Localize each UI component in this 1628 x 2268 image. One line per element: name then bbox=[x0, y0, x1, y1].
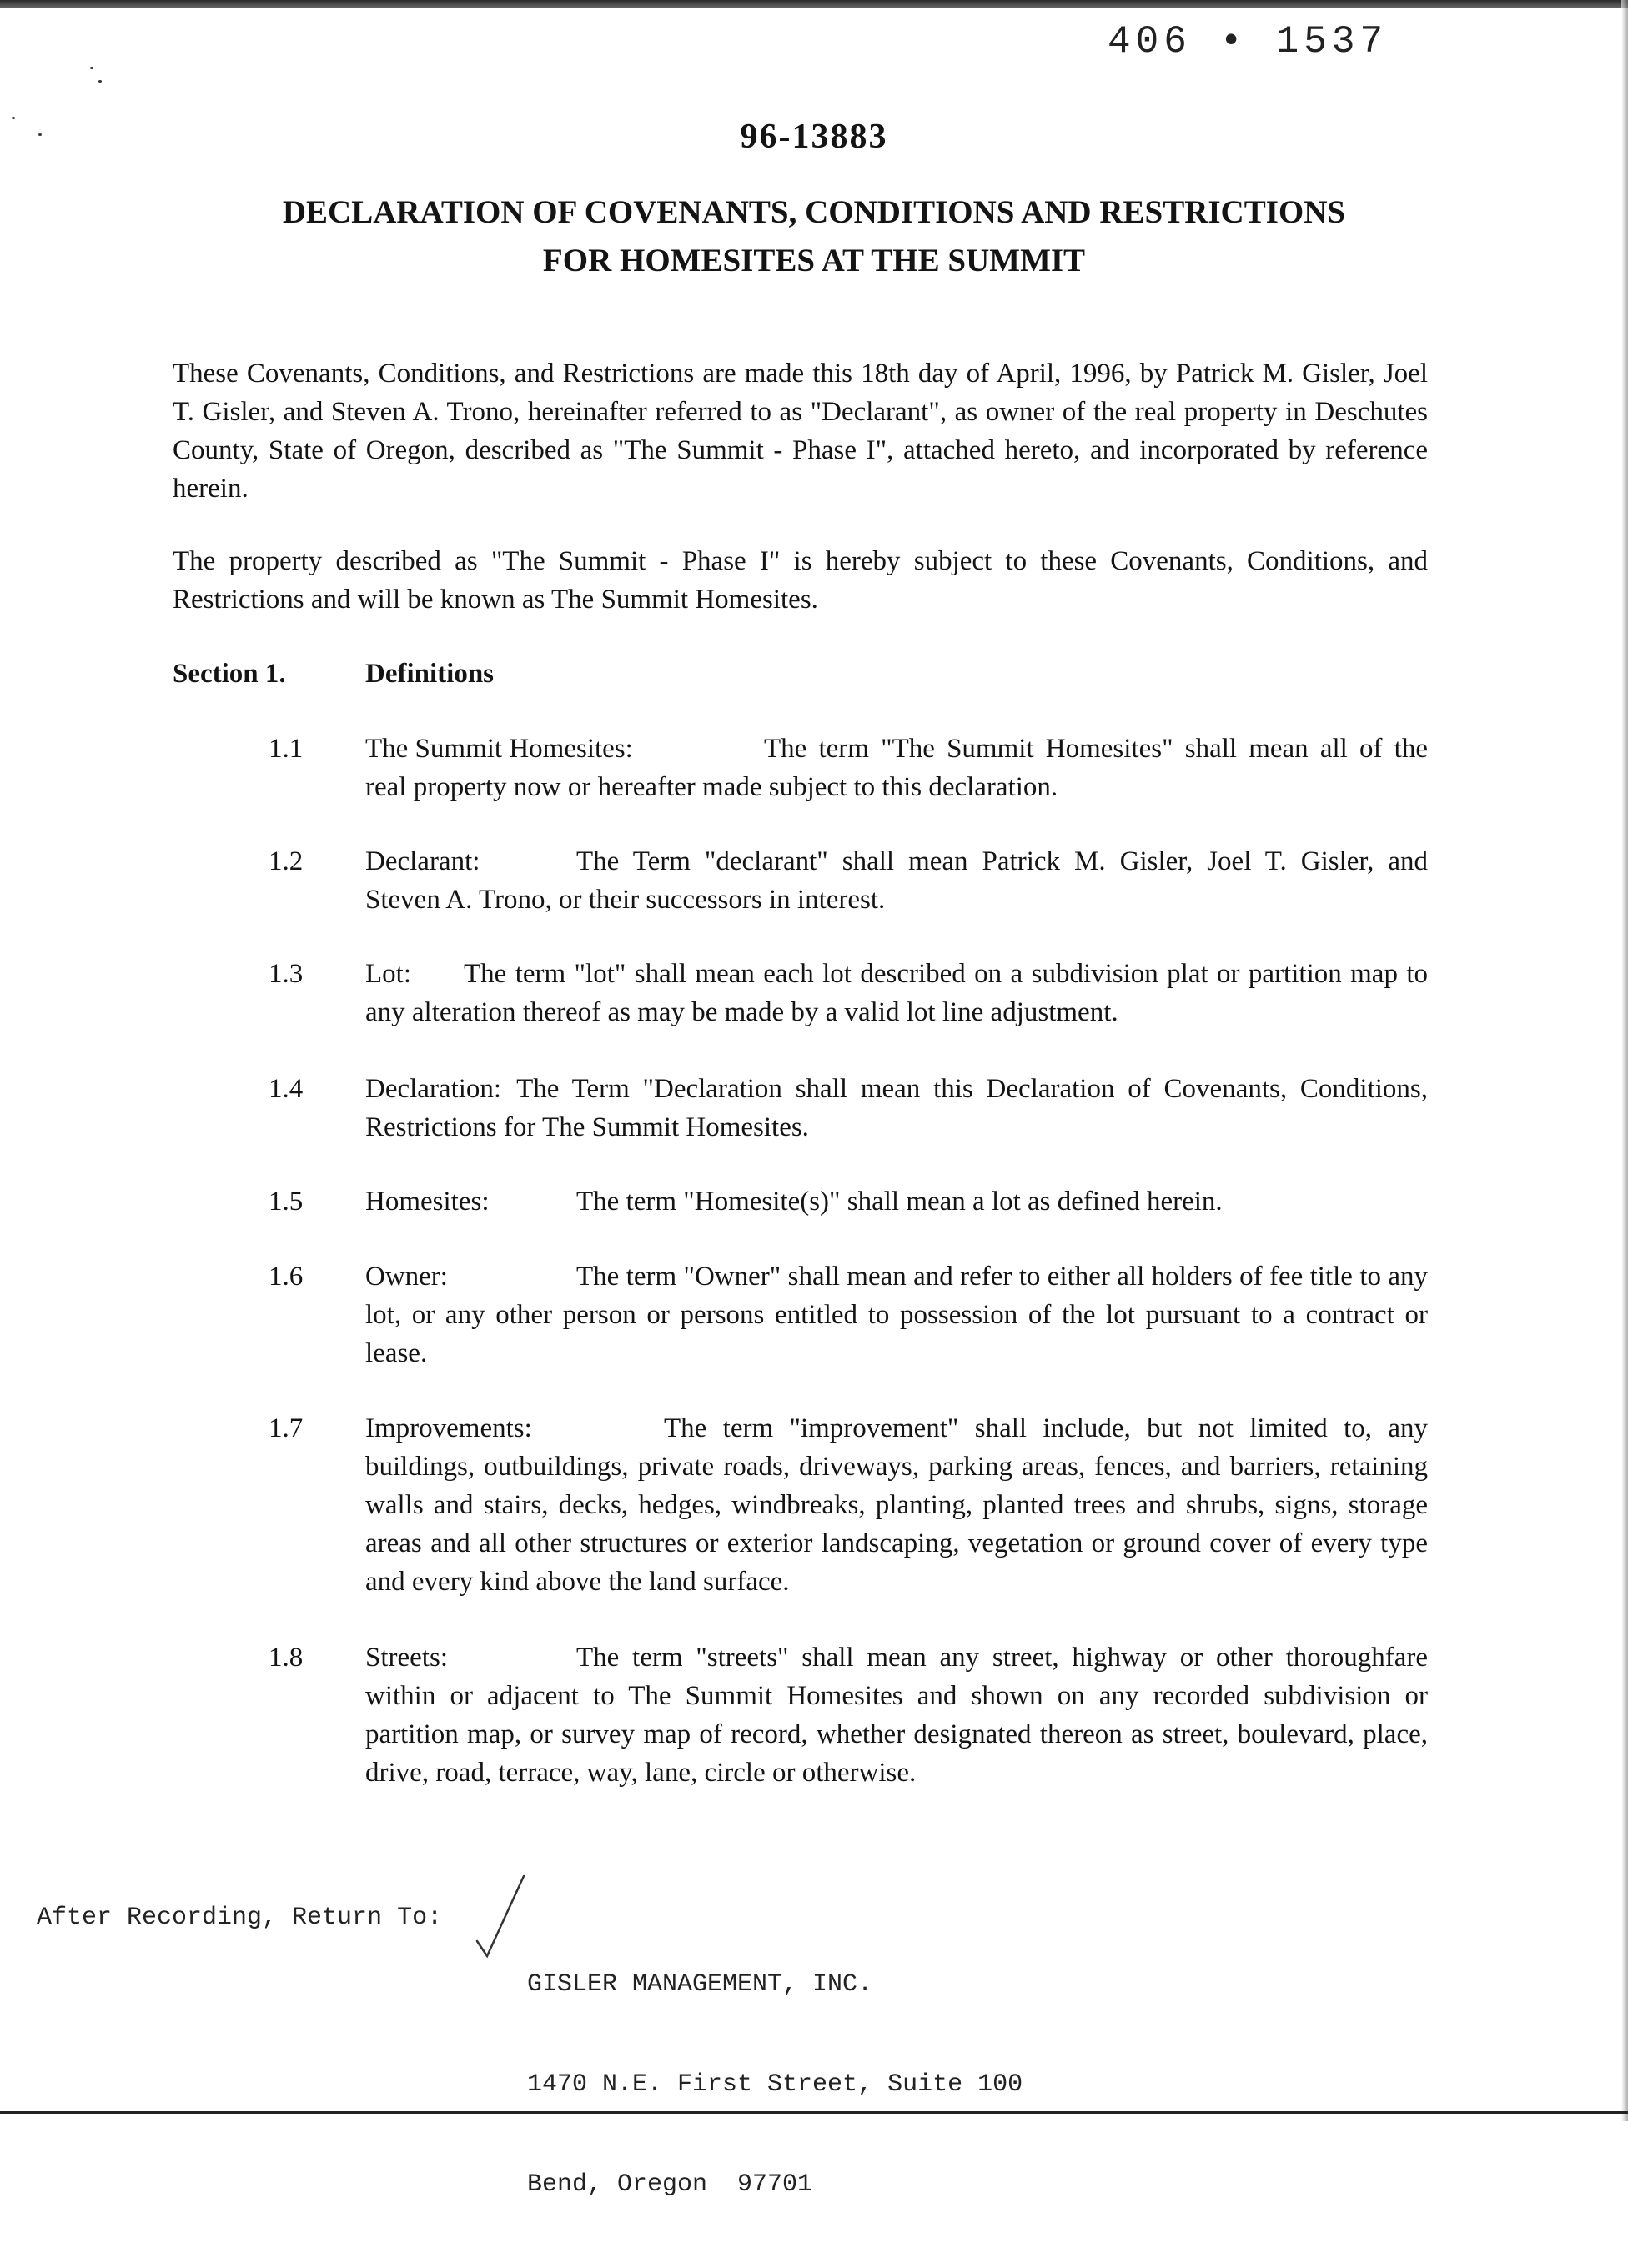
definition-term: Lot: bbox=[365, 959, 411, 989]
definition-term: Improvements: bbox=[365, 1413, 532, 1443]
definition-number: 1.8 bbox=[269, 1643, 304, 1673]
scan-speck bbox=[90, 67, 93, 69]
section-number: Section 1. bbox=[173, 659, 286, 689]
definition-text: The term "improvement" shall include, but not limited to, any buildings, outbuildings, private roads, driveways, parking areas, fences, and barriers, retaining walls and stairs, decks, hedges, windbreaks, planting, planted trees and shrubs, signs, storage areas and all other structures or exterior landscaping, vegetation or ground cover of every type and every kind above the land surface. bbox=[365, 1413, 1428, 1597]
definition-body bbox=[365, 1409, 1428, 1601]
definition-number: 1.3 bbox=[269, 959, 304, 989]
definition-body bbox=[365, 730, 1428, 806]
definition-number: 1.5 bbox=[269, 1187, 304, 1217]
definition-term: Declarant: bbox=[365, 846, 480, 876]
scan-top-edge bbox=[0, 0, 1628, 8]
definition-term: Streets: bbox=[365, 1643, 448, 1673]
return-to-label: After Recording, Return To: bbox=[37, 1904, 443, 1932]
definition-body bbox=[365, 1182, 1428, 1221]
definition-term: The Summit Homesites: bbox=[365, 734, 633, 764]
definition-number: 1.7 bbox=[269, 1413, 304, 1443]
definition-body bbox=[365, 1257, 1428, 1372]
document-title bbox=[0, 188, 1628, 285]
section-title: Definitions bbox=[365, 659, 495, 689]
definition-text: The term "lot" shall mean each lot described on a subdivision plat or partition map to any alteration thereof as may be made by a valid lot line adjustment. bbox=[365, 959, 1428, 1027]
return-city: Bend, Oregon 97701 bbox=[527, 2170, 813, 2199]
definition-text: The term "Homesite(s)" shall mean a lot as defined herein. bbox=[576, 1187, 1223, 1217]
title-line-2: FOR HOMESITES AT THE SUMMIT bbox=[542, 243, 1086, 278]
intro-paragraph-1: These Covenants, Conditions, and Restrictions are made this 18th day of April, 1996, by Patrick M. Gisler, Joel T. Gisler, and Steven A. Trono, hereinafter referred to as "Declarant", as owner of the real property in Deschutes County, State of Oregon, described as "The Summit - Phase I", attached hereto, and incorporated by reference herein. bbox=[173, 359, 1428, 504]
definition-text: The Term "Declaration shall mean this Declaration of Covenants, Conditions, Restrictions for The Summit Homesites. bbox=[365, 1074, 1428, 1142]
definition-text: The term "streets" shall mean any street, highway or other thoroughfare within or adjacent to The Summit Homesites and shown on any recorded subdivision or partition map, or survey map of record, whether designated thereon as street, boulevard, place, drive, road, terrace, way, lane, circle or otherwise. bbox=[365, 1643, 1428, 1788]
intro-paragraph-2: The property described as "The Summit - Phase I" is hereby subject to these Covenants, Conditions, and Restrictions and will be known as The Summit Homesites. bbox=[173, 546, 1428, 615]
definition-term: Owner: bbox=[365, 1262, 448, 1292]
definition-text: The term "The Summit Homesites" shall mean all of the real property now or hereafter made subject to this declaration. bbox=[365, 734, 1428, 802]
scan-speck bbox=[98, 80, 102, 83]
return-address bbox=[527, 1901, 1023, 2268]
title-line-1: DECLARATION OF COVENANTS, CONDITIONS AND RESTRICTIONS bbox=[282, 194, 1346, 230]
book-page-stamp: 406 • 1537 bbox=[1108, 20, 1389, 63]
definition-body bbox=[365, 955, 1428, 1031]
definition-body bbox=[365, 1070, 1428, 1147]
handwritten-check-icon bbox=[470, 1873, 529, 1964]
definition-number: 1.2 bbox=[269, 846, 304, 876]
definition-number: 1.4 bbox=[269, 1074, 304, 1104]
definition-number: 1.1 bbox=[269, 734, 304, 764]
definition-body bbox=[365, 842, 1428, 919]
return-company: GISLER MANAGEMENT, INC. bbox=[527, 1970, 873, 1999]
definition-text: The term "Owner" shall mean and refer to either all holders of fee title to any lot, or any other person or persons entitled to possession of the lot pursuant to a contract or lease. bbox=[365, 1262, 1428, 1368]
definition-term: Declaration: bbox=[365, 1074, 502, 1104]
document-number: 96-13883 bbox=[740, 118, 888, 156]
definition-text: The Term "declarant" shall mean Patrick M. Gisler, Joel T. Gisler, and Steven A. Trono, or their successors in interest. bbox=[365, 846, 1428, 915]
definition-body bbox=[365, 1638, 1428, 1792]
definition-number: 1.6 bbox=[269, 1262, 304, 1292]
definition-term: Homesites: bbox=[365, 1187, 490, 1217]
scan-right-edge bbox=[1621, 0, 1628, 2121]
return-street: 1470 N.E. First Street, Suite 100 bbox=[527, 2070, 1023, 2099]
